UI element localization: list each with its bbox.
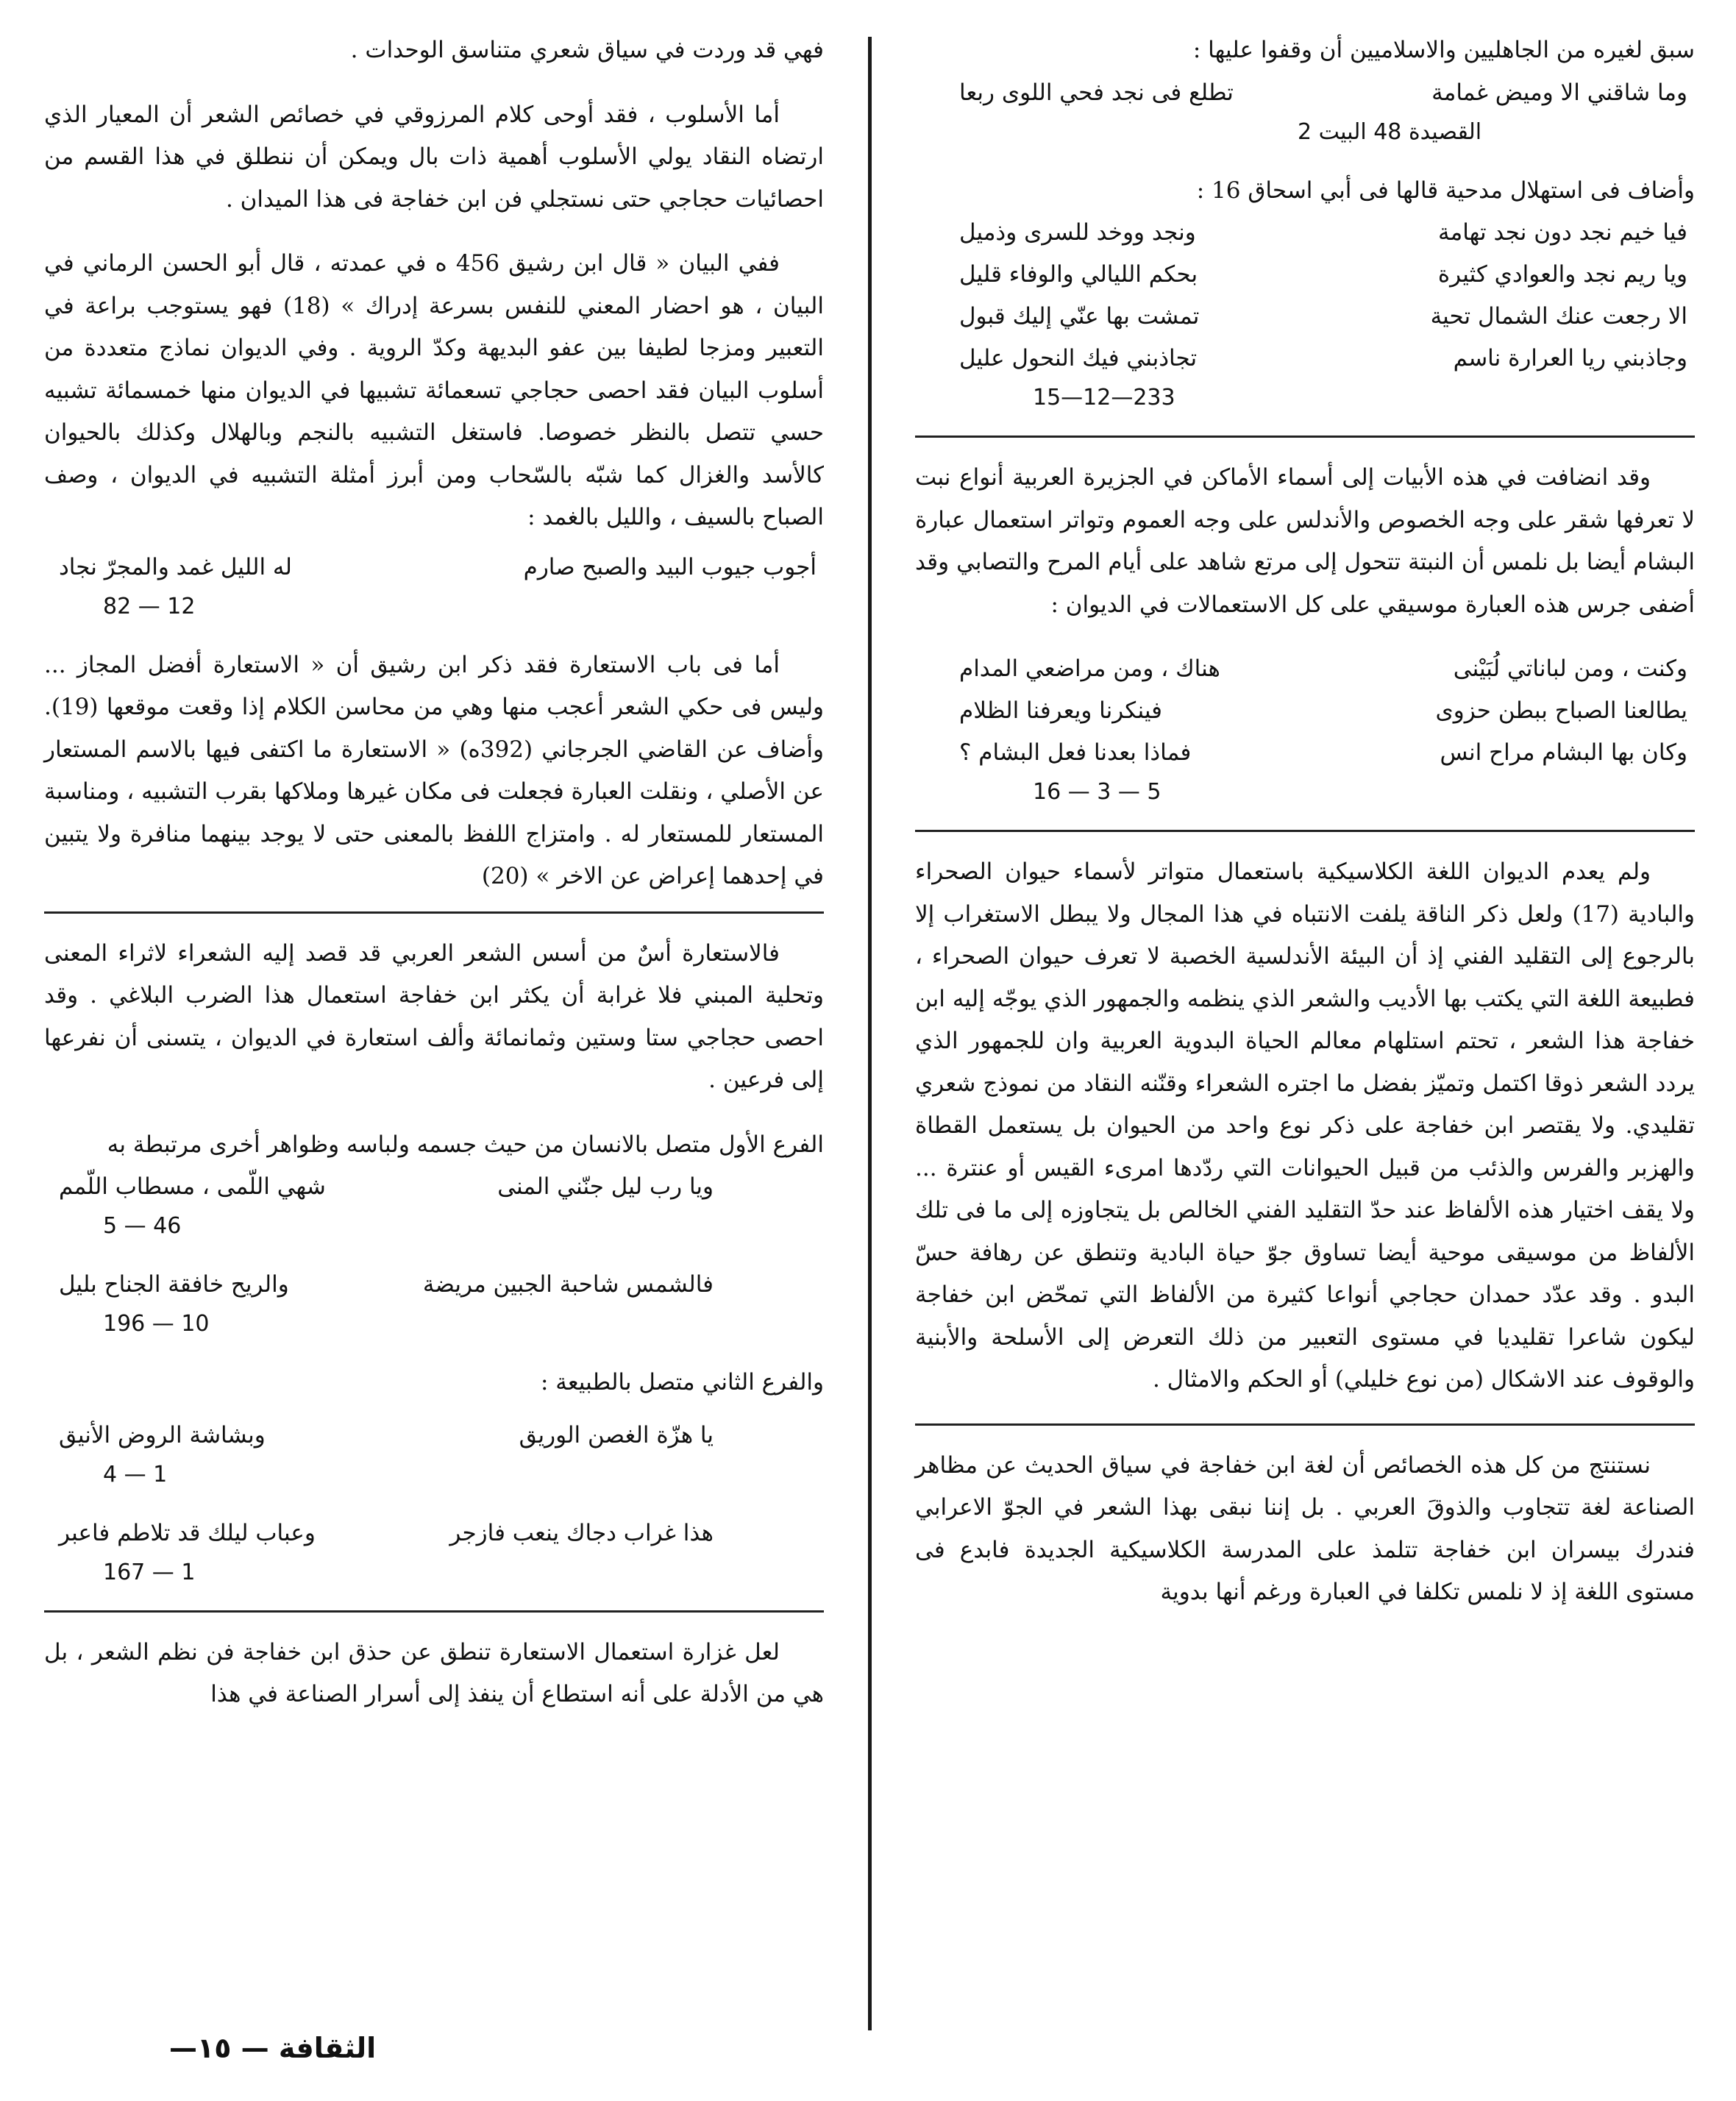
verse-line [915, 732, 1695, 774]
paragraph: ففي البيان « قال ابن رشيق 456 ه في عمدته ، قال أبو الحسن الرماني في البيان ، هو احضار المعني للنفس بسرعة إدراك » (18) فهو يستوجب براعة في التعبير ومزجا لطيفا بين عفو البديهة وكدّ الروية . وفي الديوان نماذج متعددة من أسلوب البيان فقد احصى حجاجي تسعمائة تشبيها في الديوان منها خمسمائة تشبيه حسي تتصل بالنظر خصوصا. فاستغل التشبيه بالنجم وبالهلال وكذلك بالحيوان كالأسد والغزال كما شبّه بالسّحاب ومن أبرز أمثلة التشبيه في الديوان ، وصف الصباح بالسيف ، والليل بالغمد : [44, 250, 824, 530]
verse-reference: 16 — 3 — 5 [1033, 779, 1162, 805]
verse-block [915, 648, 1695, 811]
verse-line [44, 1415, 824, 1457]
right-column [915, 29, 1695, 1614]
verse-line [915, 254, 1695, 296]
paragraph: وأضاف فى استهلال مدحية قالها فى أبي اسحاق 16 : [1196, 177, 1695, 204]
paragraph: نستنتج من كل هذه الخصائص أن لغة ابن خفاجة في سياق الحديث عن مظاهر الصناعة لغة تتجاوب والذوقَ العربي . بل إننا نبقى بهذا الشعر في الجوّ الاعرابي فندرك بيسران ابن خفاجة تتلمذ على المدرسة الكلاسيكية الجديدة فابدع فى مستوى اللغة إذ لا نلمس تكلفا في العبارة ورغم أنها بدوية [915, 1451, 1695, 1605]
hemistich-second: والريح خافقة الجناح بليل [59, 1271, 289, 1298]
column-rule [868, 37, 872, 2030]
hemistich-first: أجوب جيوب البيد والصبح صارم [523, 553, 817, 580]
section-divider [915, 830, 1695, 832]
hemistich-first: يطالعنا الصباح ببطن حزوى [1435, 697, 1687, 724]
hemistich-first: الا رجعت عنك الشمال تحية [1430, 303, 1687, 330]
verse-block [44, 1166, 824, 1245]
hemistich-second: شهي اللّمى ، مسطاب اللّمم [59, 1173, 326, 1200]
hemistich-first: يا هزّة الغصن الوريق [519, 1421, 714, 1448]
hemistich-second: له الليل غمد والمجرّ نجاد [59, 553, 292, 580]
verse-block [44, 547, 824, 625]
verse-line [915, 338, 1695, 380]
section-divider [915, 436, 1695, 438]
verse-line [44, 1264, 824, 1306]
hemistich-second: تطلع فى نجد فحي اللوى ربعا [959, 79, 1234, 106]
hemistich-first: وما شاقني الا وميض غمامة [1431, 79, 1687, 106]
verse-reference: 5 — 46 [103, 1213, 182, 1239]
verse-reference: 15—12—233 [1033, 385, 1175, 410]
page-footer: الثقافة — ١٥— [169, 2032, 377, 2064]
paragraph: الفرع الأول متصل بالانسان من حيث جسمه ولباسه وظواهر أخرى مرتبطة به [107, 1131, 824, 1158]
hemistich-second: تمشت بها عنّي إليك قبول [959, 303, 1200, 330]
hemistich-first: هذا غراب دجاك ينعب فازجر [449, 1519, 714, 1546]
verse-line [915, 212, 1695, 254]
hemistich-second: وبشاشة الروض الأنيق [59, 1421, 266, 1448]
verse-block [44, 1415, 824, 1493]
section-divider [915, 1423, 1695, 1426]
hemistich-first: وكان بها البشام مراح انس [1440, 739, 1687, 766]
section-divider [44, 1610, 824, 1613]
verse-reference: 196 — 10 [103, 1311, 210, 1337]
verse-line [44, 547, 824, 589]
verse-reference: القصيدة 48 البيت 2 [1298, 118, 1482, 145]
paragraph: فهي قد وردت في سياق شعري متناسق الوحدات . [350, 37, 824, 63]
hemistich-second: ونجد ووخد للسرى وذميل [959, 219, 1196, 246]
verse-line [915, 72, 1695, 114]
verse-block [915, 72, 1695, 151]
paragraph: والفرع الثاني متصل بالطبيعة : [540, 1369, 824, 1396]
section-divider [44, 911, 824, 914]
hemistich-first: فيا خيم نجد دون نجد تهامة [1438, 219, 1687, 246]
verse-block [44, 1264, 824, 1343]
left-column [44, 29, 824, 1716]
verse-block [44, 1512, 824, 1591]
paragraph: أما فى باب الاستعارة فقد ذكر ابن رشيق أن « الاستعارة أفضل المجاز ... وليس فى حكي الشعر أعجب منها وهي من محاسن الكلام إذا وقعت موقعها (19). وأضاف عن القاضي الجرجاني (392ه) « الاستعارة ما اكتفى فيها بالاسم المستعار عن الأصلي ، ونقلت العبارة فجعلت فى مكان غيرها وملاكها بقرب التشبيه ، ومناسبة المستعار للمستعار له . وامتزاج اللفظ بالمعنى حتى لا يوجد بينهما منافرة ولا يتبين في إحدهما إعراض عن الاخر » (20) [44, 651, 825, 889]
hemistich-second: تجاذبني فيك النحول عليل [959, 345, 1198, 372]
hemistich-second: فينكرنا ويعرفنا الظلام [959, 697, 1162, 724]
paragraph: سبق لغيره من الجاهليين والاسلاميين أن وقفوا عليها : [1192, 37, 1695, 63]
verse-reference: 4 — 1 [103, 1461, 168, 1487]
hemistich-first: فالشمس شاحبة الجبين مريضة [422, 1271, 714, 1298]
hemistich-first: وجاذبني ريا العرارة ناسم [1453, 345, 1687, 372]
hemistich-first: ويا رب ليل جنّني المنى [497, 1173, 714, 1200]
hemistich-second: فماذا بعدنا فعل البشام ؟ [959, 739, 1192, 766]
hemistich-second: هناك ، ومن مراضعي المدام [959, 655, 1220, 682]
verse-line [44, 1166, 824, 1208]
paragraph: ولم يعدم الديوان اللغة الكلاسيكية باستعمال متواتر لأسماء حيوان الصحراء والبادية (17) ولعل ذكر الناقة يلفت الانتباه في هذا المجال ولا يبطل الاستغراب إلا بالرجوع إلى التقليد الفني إذ أن البيئة الأندلسية الخصبة لا تعرف حيوان الصحراء ، فطبيعة اللغة التي يكتب بها الأديب والشعر الذي ينظمه والجمهور الذي يوجّه إليه ابن خفاجة هذا الشعر ، تحتم استلهام معالم الحياة البدوية العربية وان للجمهور الذي يردد الشعر ذوقا اكتمل وتميّز بفضل ما اجتره الشعراء وقنّنه النقاد من نموذج شعري تقليدي. ولا يقتصر ابن خفاجة على ذكر نوع واحد من الحيوان بل يستعمل القطاة والهزبر والفرس والذئب من قبيل الحيوانات التي ردّدها امرىء القيس أو عنترة ... ولا يقف اختيار هذه الألفاظ عند حدّ التقليد الفني الخالص بل يتجاوزه إلى ما فى تلك الألفاظ من موسيقى موحية أيضا تساوق جوّ حياة البادية وتنطق عن رهافة حسّ البدو . وقد عدّد حمدان حجاجي أنواعا كثيرة من الألفاظ التي تمحّض ابن خفاجة ليكون شاعرا تقليديا في مستوى التعبير من ذلك التعرض إلى الأسلحة والأبنية والوقوف عند الاشكال (من نوع خليلي) أو الحكم والامثال . [915, 858, 1695, 1393]
verse-block [915, 212, 1695, 416]
verse-line [915, 690, 1695, 732]
paragraph: فالاستعارة أسٌ من أسس الشعر العربي قد قصد إليه الشعراء لاثراء المعنى وتحلية المبني فلا غرابة أن يكثر ابن خفاجة استعمال هذا الضرب البلاغي . وقد احصى حجاجي ستا وستين وثمانمائة وألف استعارة في الديوان ، يتسنى أن نفرعها إلى فرعين . [44, 939, 824, 1093]
paragraph: أما الأسلوب ، فقد أوحى كلام المرزوقي في خصائص الشعر أن المعيار الذي ارتضاه النقاد يولي الأسلوب أهمية ذات بال ويمكن أن ننطلق في هذا القسم من احصائيات حجاجي حتى نستجلي فن ابن خفاجة فى هذا الميدان . [44, 101, 824, 213]
verse-reference: 82 — 12 [103, 593, 196, 619]
hemistich-second: وعباب ليلك قد تلاطم فاعبر [59, 1519, 316, 1546]
paragraph: وقد انضافت في هذه الأبيات إلى أسماء الأماكن في الجزيرة العربية أنواع نبت لا تعرفها شقر على وجه الخصوص والأندلس على وجه العموم وتواتر استعمال عبارة البشام أيضا بل نلمس أن النبتة تتحول إلى مرتع شاهد على أيام المرح والتصابي وقد أضفى جرس هذه العبارة موسيقي على كل الاستعمالات في الديوان : [915, 464, 1695, 618]
hemistich-first: ويا ريم نجد والعوادي كثيرة [1437, 261, 1687, 288]
verse-line [915, 296, 1695, 338]
paragraph: لعل غزارة استعمال الاستعارة تنطق عن حذق ابن خفاجة فن نظم الشعر ، بل هي من الأدلة على أنه استطاع أن ينفذ إلى أسرار الصناعة في هذا [44, 1638, 824, 1707]
hemistich-first: وكنت ، ومن لباناتي لُبَيْنى [1453, 655, 1687, 682]
verse-reference: 167 — 1 [103, 1559, 196, 1585]
hemistich-second: بحكم الليالي والوفاء قليل [959, 261, 1198, 288]
verse-line [915, 648, 1695, 690]
verse-line [44, 1512, 824, 1554]
